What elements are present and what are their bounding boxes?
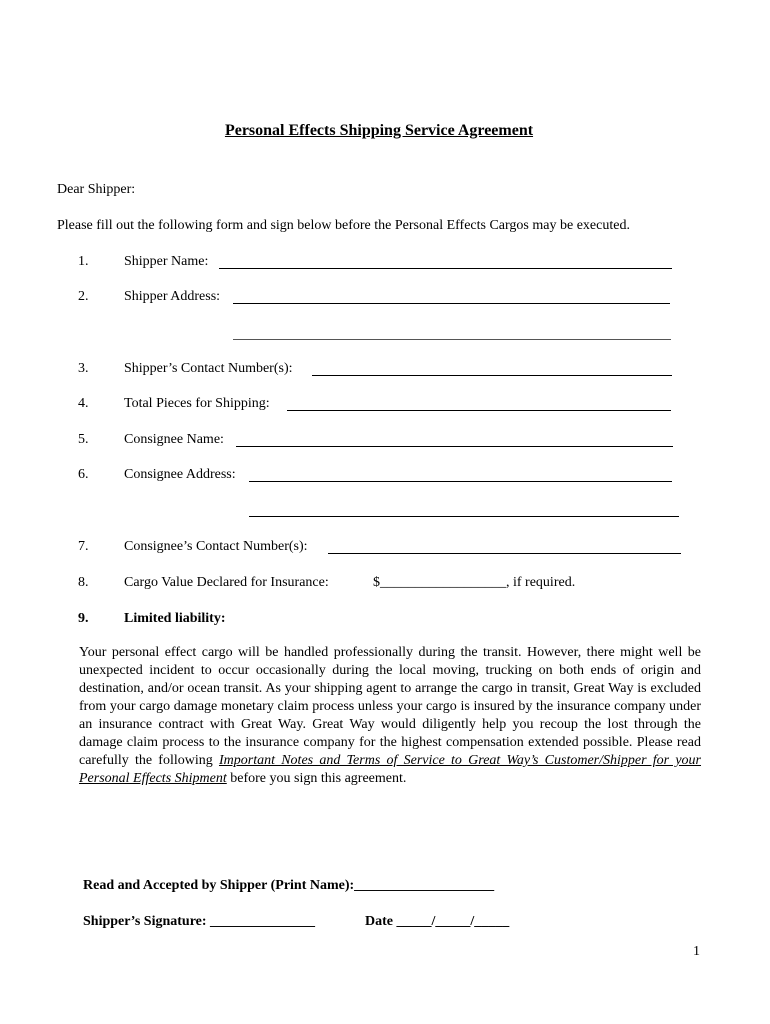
shipper-contact-field[interactable] <box>312 375 672 376</box>
cargo-value-field[interactable]: $__________________, if required. <box>373 575 576 590</box>
shipper-address-field-line2[interactable] <box>233 339 671 340</box>
item-number: 7. <box>78 539 89 554</box>
paragraph-text: Your personal effect cargo will be handled professionally during the transit. However, there might well be unexpected incident to occur occasionally during the local moving, trucking on both ends of origin and destination, and/or ocean transit. As your shipping agent to arrange the cargo in transit, Great Way is excluded from your cargo damage monetary claim process unless your cargo is insured by the insurance company under an insurance contract with Great Way. Great Way would diligently help you recoup the lost through the damage claim process to the insurance company for the highest compensation extended possible. Please read carefully the following <box>79 645 701 768</box>
shipper-contact-label: Shipper’s Contact Number(s): <box>124 361 293 376</box>
item-number: 1. <box>78 254 89 269</box>
consignee-address-label: Consignee Address: <box>124 467 236 482</box>
shipper-name-label: Shipper Name: <box>124 254 209 269</box>
shipper-signature-field[interactable]: Shipper’s Signature: _______________ <box>83 914 316 929</box>
terms-link[interactable]: Important Notes and Terms of Service to Great Way’s Customer/Shipper for your Personal Effects Shipment <box>79 753 702 786</box>
consignee-contact-field[interactable] <box>328 553 681 554</box>
page-number: 1 <box>693 944 700 959</box>
total-pieces-label: Total Pieces for Shipping: <box>124 396 270 411</box>
accepted-print-name[interactable]: Read and Accepted by Shipper (Print Name):____________________ <box>83 878 495 893</box>
consignee-address-field[interactable] <box>249 481 672 482</box>
date-field[interactable]: Date _____/_____/_____ <box>365 914 510 929</box>
document-title: Personal Effects Shipping Service Agreement <box>224 122 534 139</box>
consignee-address-field-line2[interactable] <box>249 516 679 517</box>
limited-liability-paragraph <box>79 644 701 788</box>
item-number: 8. <box>78 575 89 590</box>
item-number: 2. <box>78 289 89 304</box>
item-number: 9. <box>78 611 89 626</box>
item-number: 4. <box>78 396 89 411</box>
shipper-address-field[interactable] <box>233 303 670 304</box>
salutation: Dear Shipper: <box>57 182 136 197</box>
cargo-value-label: Cargo Value Declared for Insurance: <box>124 575 329 590</box>
item-number: 6. <box>78 467 89 482</box>
shipper-address-label: Shipper Address: <box>124 289 221 304</box>
intro-text: Please fill out the following form and sign below before the Personal Effects Cargos may be executed. <box>57 218 630 233</box>
paragraph-text-end: before you sign this agreement. <box>226 771 407 786</box>
item-number: 3. <box>78 361 89 376</box>
consignee-name-field[interactable] <box>236 446 673 447</box>
limited-liability-heading: Limited liability: <box>124 611 226 626</box>
shipper-name-field[interactable] <box>219 268 672 269</box>
item-number: 5. <box>78 432 89 447</box>
total-pieces-field[interactable] <box>287 410 671 411</box>
consignee-contact-label: Consignee’s Contact Number(s): <box>124 539 308 554</box>
consignee-name-label: Consignee Name: <box>124 432 224 447</box>
